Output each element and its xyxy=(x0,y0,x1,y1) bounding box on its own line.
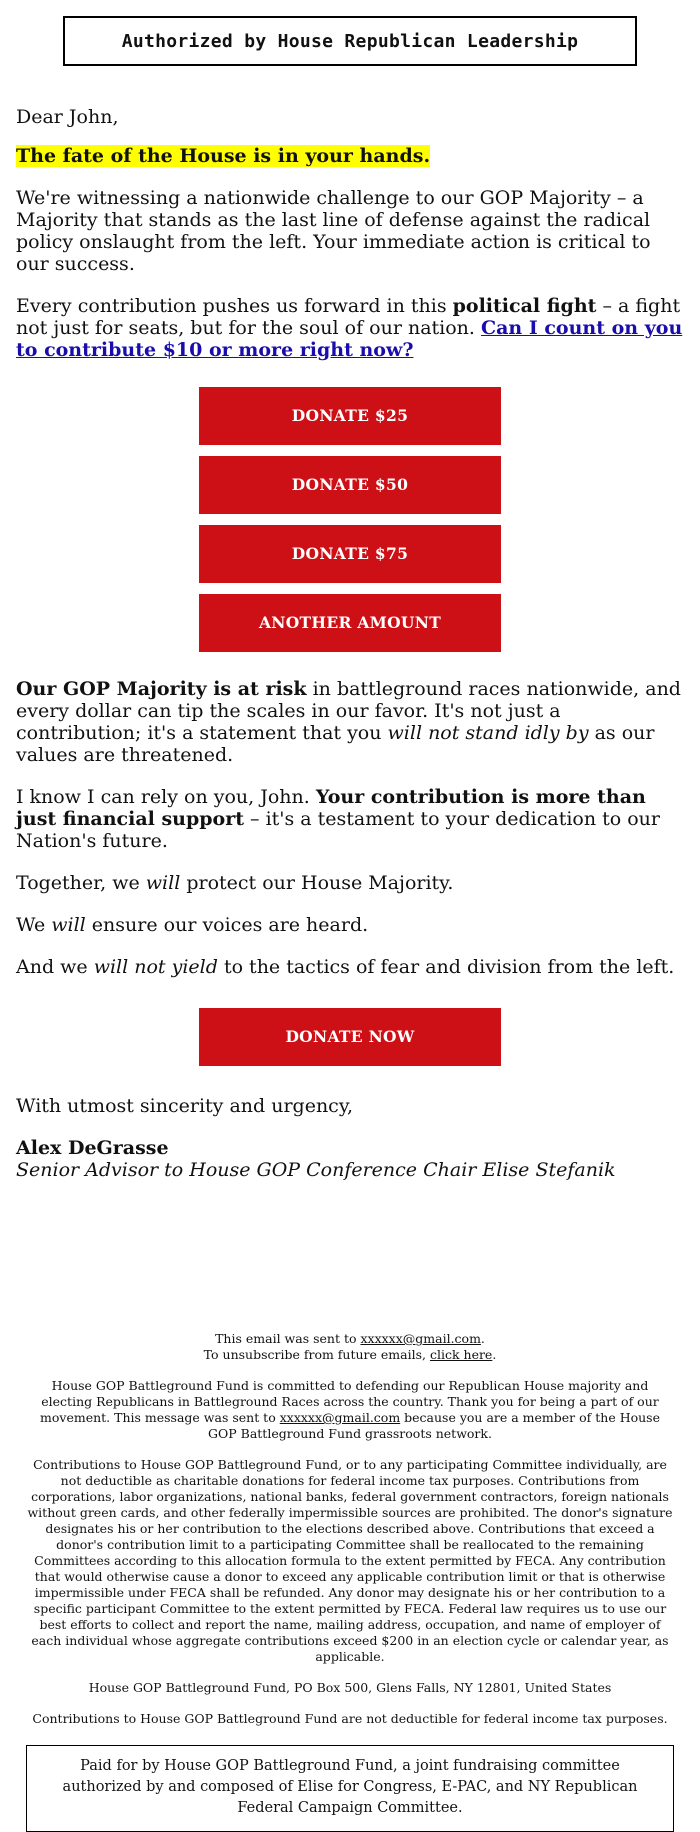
text-span: – a fight not just for seats, but for the soul of our nation. xyxy=(16,295,681,339)
text-span: Together, we xyxy=(16,872,146,894)
recipient-email-link[interactable]: xxxxxx@gmail.com xyxy=(360,1331,481,1346)
text-span: because you are a member of the House GOP Battleground Fund grassroots network. xyxy=(208,1410,660,1441)
text-span: in battleground races nationwide, and every dollar can tip the scales in our favor. It's not just a contribution; it's a statement that you xyxy=(16,678,681,744)
text-span: And we xyxy=(16,956,94,978)
contribute-link[interactable]: Can I count on you to contribute $10 or more right now? xyxy=(16,317,683,361)
sent-to-line xyxy=(26,1331,674,1347)
donate-now-button[interactable]: DONATE NOW xyxy=(199,1008,501,1066)
paragraph-contribution xyxy=(16,295,684,361)
paragraph-rely xyxy=(16,786,684,852)
paragraph-voices xyxy=(16,914,684,936)
another-amount-button[interactable]: ANOTHER AMOUNT xyxy=(199,594,501,652)
text-span: . xyxy=(480,1331,485,1346)
donate-75-button[interactable]: DONATE $75 xyxy=(199,525,501,583)
headline-highlight: The fate of the House is in your hands. xyxy=(16,145,431,167)
bold-span: Our GOP Majority is at risk xyxy=(16,678,307,700)
footer xyxy=(12,1331,688,1832)
text-span: to the tactics of fear and division from the left. xyxy=(217,956,675,978)
text-span: We xyxy=(16,914,52,936)
italic-span: will not stand idly by xyxy=(387,722,589,744)
letter-body xyxy=(12,106,688,1181)
closing: With utmost sincerity and urgency, xyxy=(16,1095,354,1117)
paragraph-not-yield xyxy=(16,956,684,978)
text-span: House GOP Battleground Fund is committed to defending our Republican House majority and electing Republicans in Battleground Races across the country. Thank you for being a part of our movement. This message was sent to xyxy=(40,1378,659,1425)
text-span: – it's a testament to your dedication to our Nation's future. xyxy=(16,808,660,852)
text-span: ensure our voices are heard. xyxy=(85,914,369,936)
signer-name: Alex DeGrasse xyxy=(16,1137,169,1159)
greeting: Dear John, xyxy=(16,106,119,128)
tax-disclaimer: Contributions to House GOP Battleground Fund are not deductible for federal income tax purposes. xyxy=(32,1711,668,1726)
bold-span: Your contribution is more than just financial support xyxy=(16,786,646,830)
donation-buttons xyxy=(16,387,684,652)
unsubscribe-line xyxy=(26,1347,674,1363)
paragraph-together xyxy=(16,872,684,894)
donate-now-wrapper xyxy=(16,1008,684,1066)
bold-span: political fight xyxy=(452,295,597,317)
donate-50-button[interactable]: DONATE $50 xyxy=(199,456,501,514)
paragraph-risk xyxy=(16,678,684,766)
italic-span: will not yield xyxy=(93,956,218,978)
paid-for-disclaimer: Paid for by House GOP Battleground Fund, a joint fundraising committee authorized by and composed of Elise for Congress, E-PAC, and NY Republican Federal Campaign Committee. xyxy=(26,1745,674,1832)
italic-span: will xyxy=(51,914,86,936)
text-span: Every contribution pushes us forward in this xyxy=(16,295,453,317)
email-container xyxy=(12,0,688,1832)
authorization-text: Authorized by House Republican Leadership xyxy=(121,30,579,52)
donate-25-button[interactable]: DONATE $25 xyxy=(199,387,501,445)
text-span: . xyxy=(492,1347,497,1362)
text-span: This email was sent to xyxy=(215,1331,361,1346)
text-span: I know I can rely on you, John. xyxy=(16,786,316,808)
paragraph-challenge: We're witnessing a nationwide challenge to our GOP Majority – a Majority that stands as the last line of defense against the radical policy onslaught from the left. Your immediate action is critical to our success. xyxy=(16,187,651,275)
text-span: as our values are threatened. xyxy=(16,722,655,766)
mailing-address: House GOP Battleground Fund, PO Box 500, Glens Falls, NY 12801, United States xyxy=(88,1680,612,1695)
legal-disclaimer: Contributions to House GOP Battleground Fund, or to any participating Committee individually, are not deductible as charitable donations for federal income tax purposes. Contributions from corporations, labor organizations, national banks, federal government contractors, foreign nationals without green cards, and other federally impermissible sources are prohibited. The donor's signature designates his or her contribution to the elections described above. Contributions that exceed a donor's contribution limit to a participating Committee shall be reallocated to the remaining Committees according to this allocation formula to the extent permitted by FECA. Any contribution that would otherwise cause a donor to exceed any applicable contribution limit or that is otherwise impermissible under FECA shall be refunded. Any donor may designate his or her contribution to a specific participant Committee to the extent permitted by FECA. Federal law requires us to use our best efforts to collect and report the name, mailing address, occupation, and name of employer of each individual whose aggregate contributions exceed $200 in an election cycle or calendar year, as applicable. xyxy=(27,1457,673,1664)
mission-statement xyxy=(26,1378,674,1442)
signer-title: Senior Advisor to House GOP Conference Chair Elise Stefanik xyxy=(16,1159,616,1181)
member-email-link[interactable]: xxxxxx@gmail.com xyxy=(279,1410,401,1425)
text-span: To unsubscribe from future emails, xyxy=(203,1347,430,1362)
text-span: protect our House Majority. xyxy=(180,872,454,894)
italic-span: will xyxy=(145,872,181,894)
unsubscribe-link[interactable]: click here xyxy=(429,1347,493,1362)
authorization-banner xyxy=(63,16,637,66)
headline xyxy=(16,145,684,167)
